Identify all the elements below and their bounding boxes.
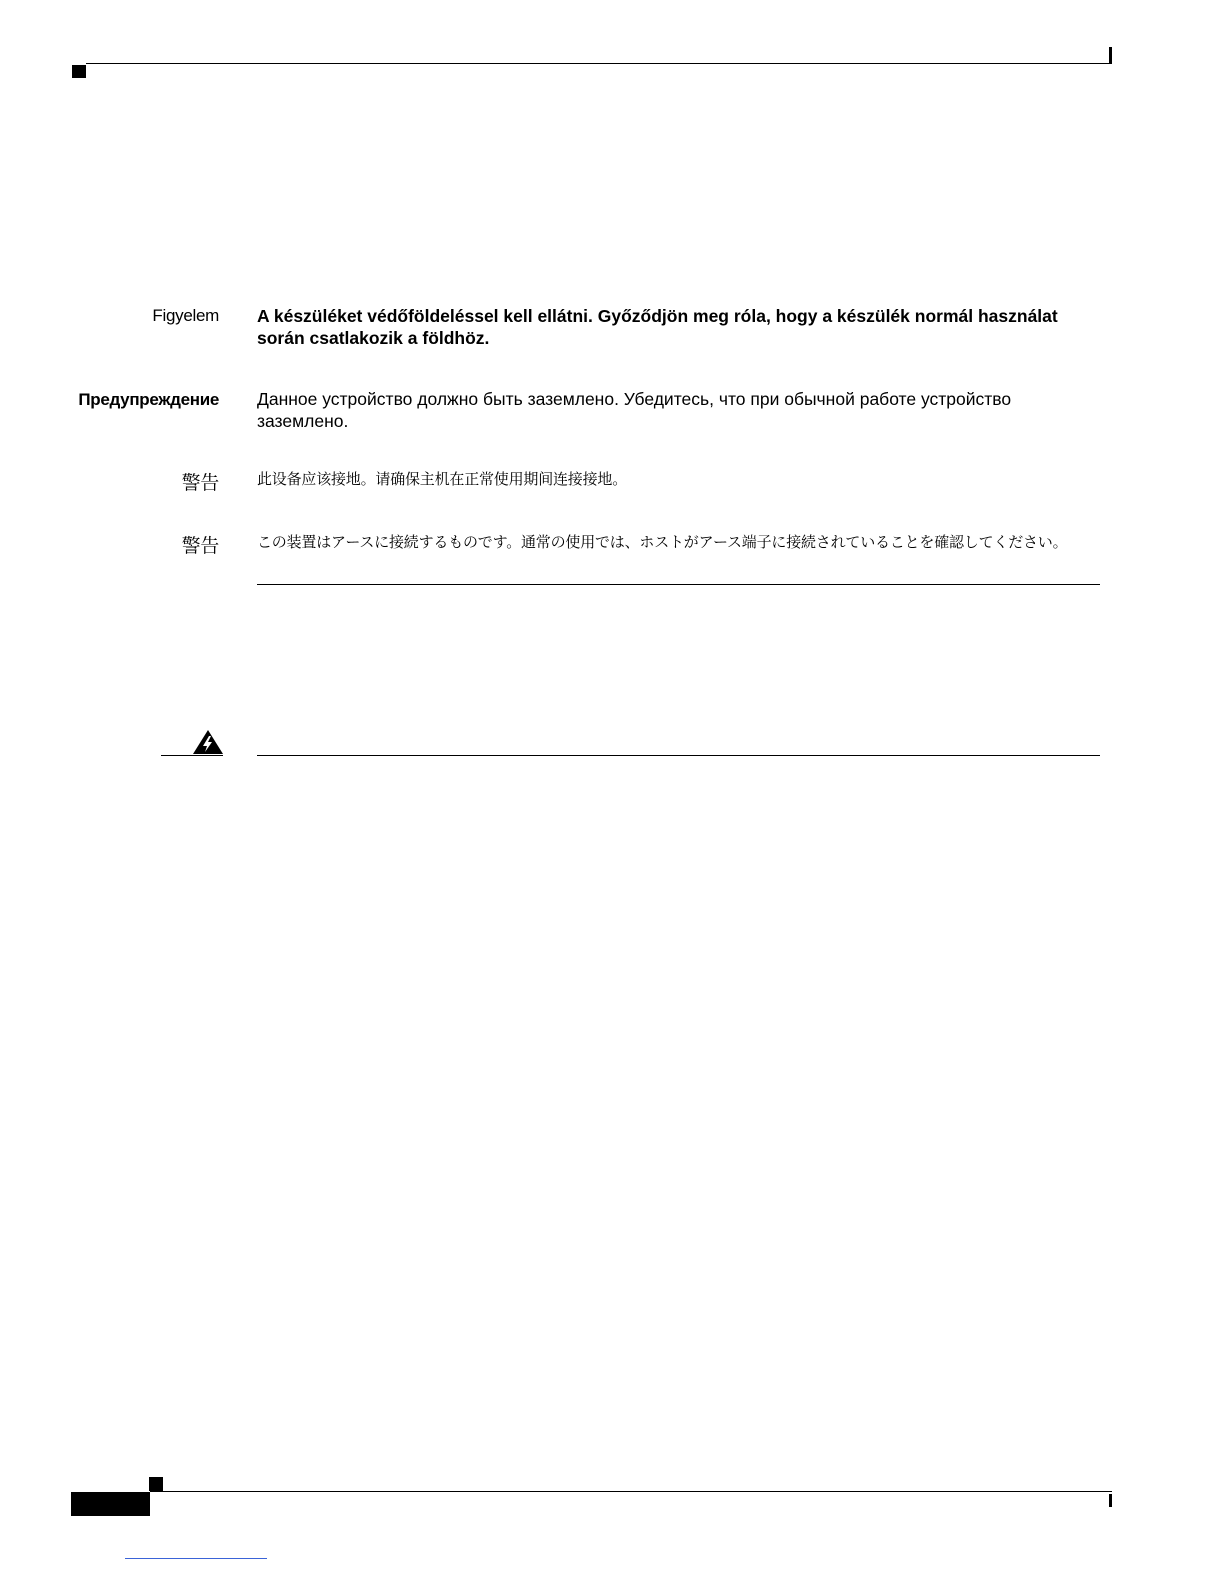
- footer-link-underline[interactable]: [125, 1558, 267, 1559]
- warning-label: 警告: [181, 536, 219, 557]
- warning-label: Figyelem: [152, 306, 219, 325]
- warning-text: Данное устройство должно быть заземлено. Убедитесь, что при обычной работе устройство заземлено.: [257, 389, 1012, 431]
- header-rule: [86, 63, 1112, 64]
- footer-page-block: [71, 1492, 150, 1516]
- warning-label: Предупреждение: [78, 390, 219, 409]
- warning-icon-rule: [161, 755, 223, 756]
- header-tick: [1109, 47, 1112, 64]
- footer-marker: [149, 1477, 163, 1491]
- warning-rule: [257, 755, 1100, 756]
- warning-text: この装置はアースに接続するものです。通常の使用では、ホストがアース端子に接続されていることを確認してください。: [257, 534, 1068, 551]
- header-marker: [72, 65, 86, 78]
- warning-label: 警告: [181, 473, 219, 494]
- footer-tick: [1109, 1494, 1112, 1507]
- section-divider: [257, 584, 1100, 585]
- warning-triangle-icon: [191, 728, 225, 756]
- footer-rule: [150, 1491, 1112, 1492]
- warning-text: A készüléket védőföldeléssel kell ellátni. Győződjön meg róla, hogy a készülék normál használat során csatlakozik a földhöz.: [257, 306, 1058, 348]
- warning-text: 此设备应该接地。请确保主机在正常使用期间连接接地。: [257, 471, 628, 488]
